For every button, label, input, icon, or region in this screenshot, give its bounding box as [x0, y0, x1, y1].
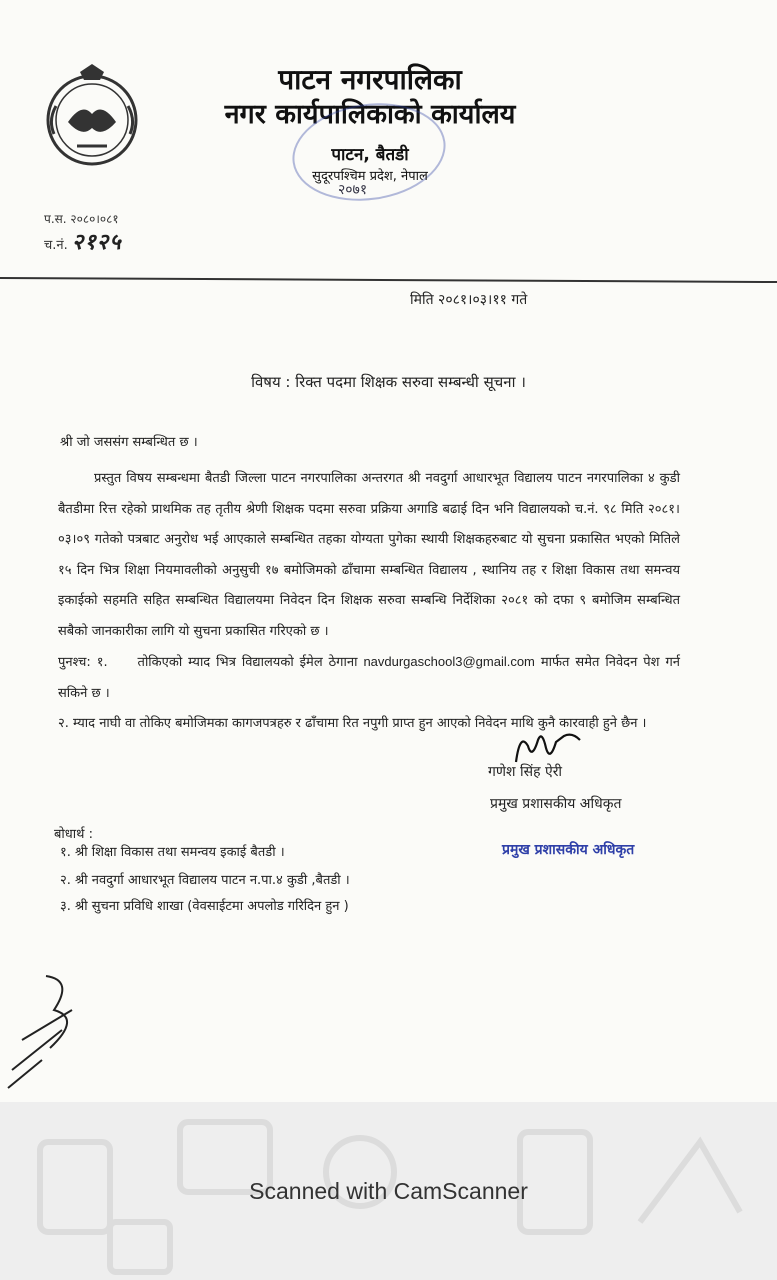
footer-caption: Scanned with CamScanner [249, 1178, 528, 1204]
postscript-label: पुनश्च: १. [58, 655, 108, 670]
dispatch-number-line [44, 226, 122, 256]
cc-label: बोधार्थ : [54, 827, 93, 842]
letter-date: मिति २०८१।०३।११ गते [410, 292, 528, 308]
signatory-stamp: प्रमुख प्रशासकीय अधिकृत [502, 842, 635, 858]
cc-item: २. श्री नवदुर्गा आधारभूत विद्यालय पाटन न.पा.४ कुडी ,बैतडी । [60, 873, 350, 888]
postscript-1-text-end: मार्फत समेत निवेदन पेश गर्न सकिने छ । [58, 655, 681, 701]
dispatch-label: च.नं. [44, 238, 68, 253]
letter-body [58, 464, 680, 740]
municipality-title: पाटन नगरपालिका [278, 63, 462, 96]
cc-item: १. श्री शिक्षा विकास तथा समन्वय इकाई बैतडी । [60, 845, 285, 860]
province-line: सुदूरपश्चिम प्रदेश, नेपाल [312, 169, 428, 184]
dispatch-number: २१२५ [71, 229, 122, 255]
stamp-year: २०७१ [338, 182, 368, 198]
nepal-emblem-icon [42, 62, 142, 172]
postscript-1 [58, 647, 680, 709]
school-email: navdurgaschool3@gmail.com [363, 654, 535, 669]
postscript-1-text: तोकिएको म्याद भित्र विद्यालयको ईमेल ठेगाना [137, 655, 358, 670]
cc-item: ३. श्री सुचना प्रविधि शाखा (वेवसाईटमा अपलोड गरिदिन हुन ) [60, 899, 349, 914]
signatory-name: गणेश सिंह ऐरी [488, 764, 563, 780]
addressee: श्री जो जससंग सम्बन्धित छ । [60, 435, 198, 450]
letter-subject: विषय : रिक्त पदमा शिक्षक सरुवा सम्बन्धी सूचना । [251, 373, 526, 391]
postscript-2: २. म्याद नाघी वा तोकिए बमोजिमका कागजपत्रहरु र ढाँचामा रित नपुगी प्राप्त हुन आएको निवेदन माथि कुनै कारवाही हुने छैन । [58, 716, 647, 731]
fiscal-year-ref: प.स. २०८०।०८१ [44, 212, 119, 226]
office-location: पाटन, बैतडी [331, 145, 409, 165]
handwritten-initials [2, 970, 92, 1090]
office-title: नगर कार्यपालिकाको कार्यालय [224, 99, 516, 130]
body-paragraph: प्रस्तुत विषय सम्बन्धमा बैतडी जिल्ला पाटन नगरपालिका अन्तरगत श्री नवदुर्गा आधारभूत विद्यालय पाटन नगरपालिका ४ कुडी बैतडीमा रित्त रहेको प्राथमिक तह तृतीय श्रेणी शिक्षक पदमा सरुवा प्रक्रिया अगाडि बढाई दिन भनि विद्यालयको च.नं. ९८ मिति २०८१।०३।०९ गतेको पत्रबाट अनुरोध भई आएकाले सम्बन्धित तहका योग्यता पुगेका स्थायी शिक्षकहरुबाट यो सुचना प्रकासित भएको मितिले १५ दिन भित्र शिक्षा नियमावलीको अनुसुची १७ बमोजिमको ढाँचामा सम्बन्धित विद्यालय , स्थानिय तह र शिक्षा विकास तथा समन्वय इकाईको सहमति सहित सम्बन्धित विद्यालयमा निवेदन दिन शिक्षक सरुवा सम्बन्धि निर्देशिका २०८१ को दफा ९ बमोजिम सम्बन्धित सबैको जानकारीका लागि यो सुचना प्रकासित गरिएको छ । [58, 471, 680, 639]
header-divider [0, 277, 777, 283]
signatory-title: प्रमुख प्रशासकीय अधिकृत [490, 796, 622, 812]
